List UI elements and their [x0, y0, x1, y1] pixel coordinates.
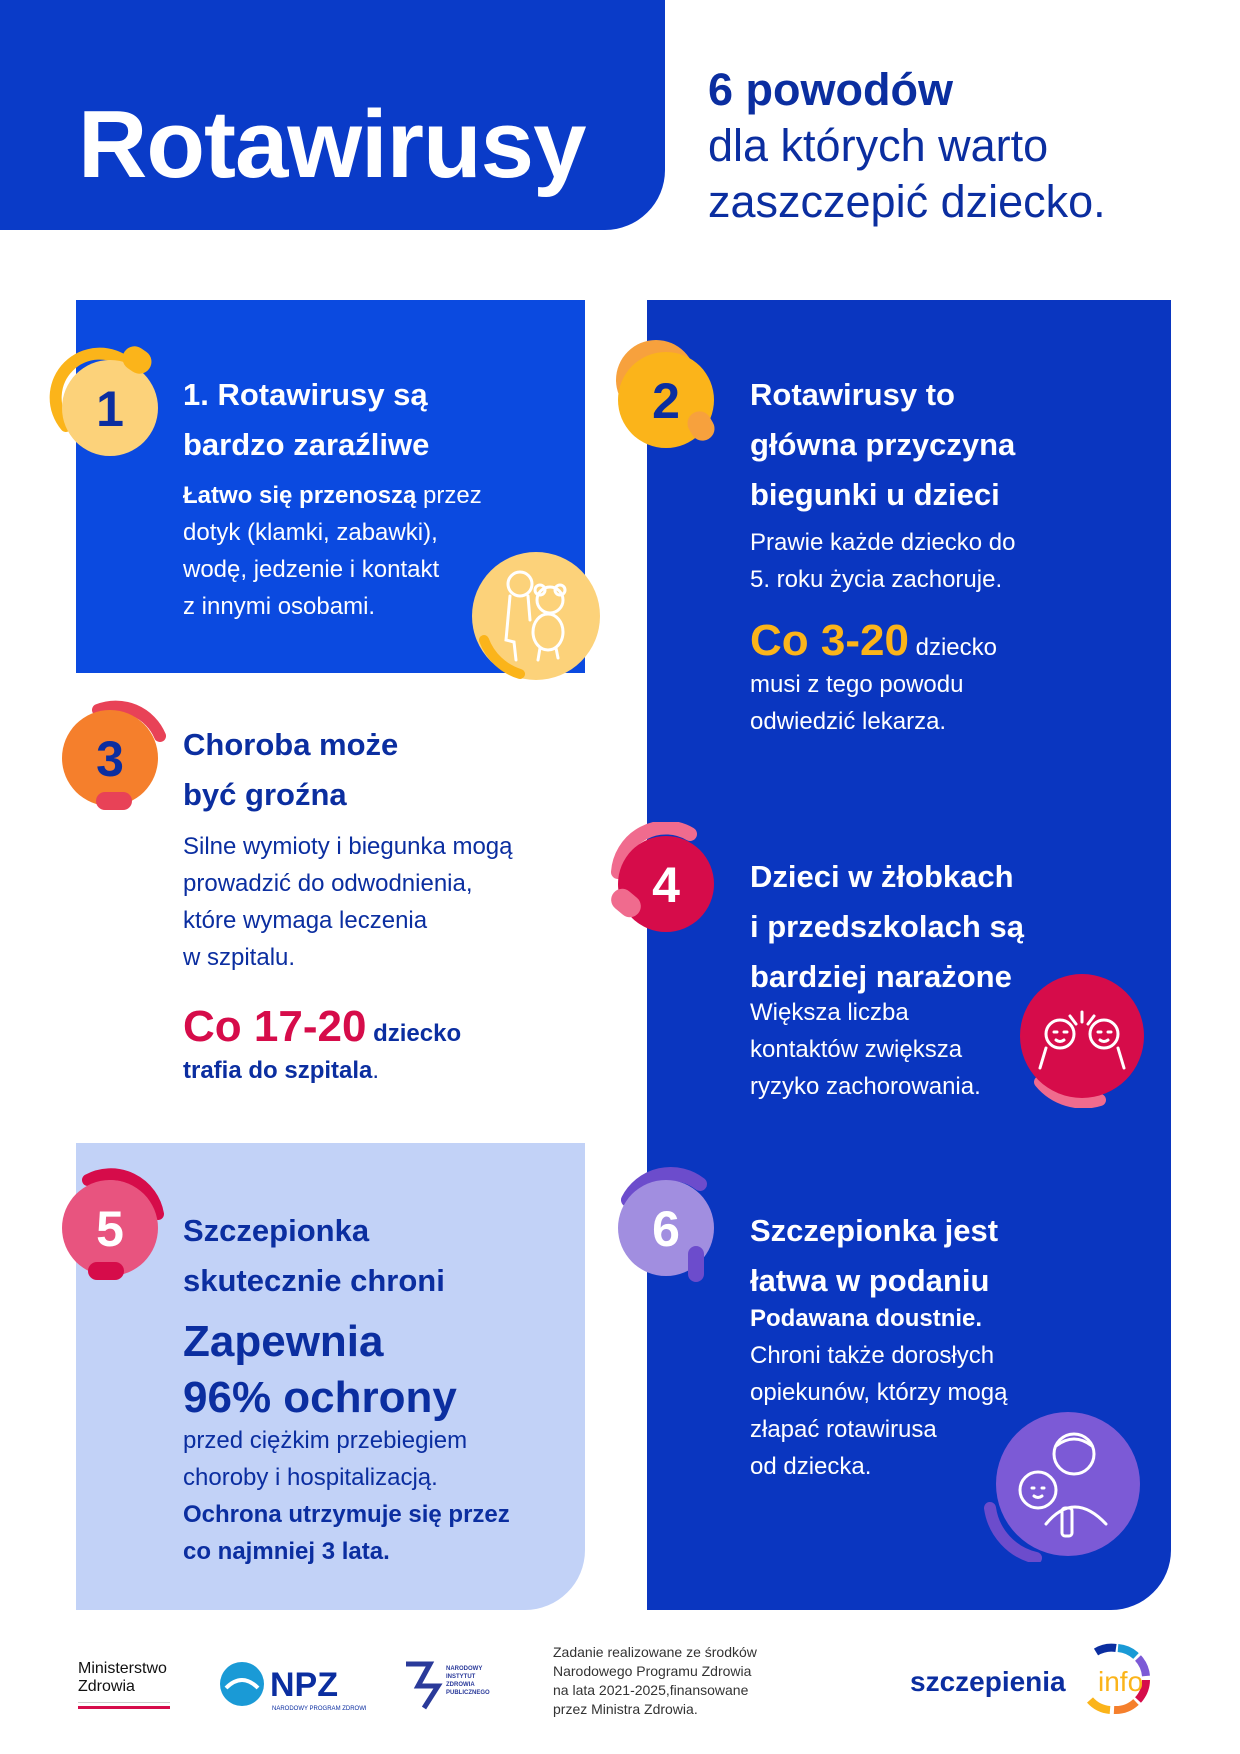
card-4-body [750, 994, 981, 1105]
funding-note [553, 1643, 813, 1719]
card-4-body-line-3: ryzyko zachorowania. [750, 1073, 981, 1100]
badge-4-number: 4 [652, 857, 680, 913]
card-3-title-line-2: być groźna [183, 777, 347, 812]
ministry-flag-stripe [78, 1702, 170, 1709]
card-5-body-line-2: choroby i hospitalizacją. [183, 1464, 438, 1491]
card-4-title-line-1: Dzieci w żłobkach [750, 859, 1014, 894]
number-badge-3 [48, 696, 156, 804]
card-6-title-line-1: Szczepionka jest [750, 1213, 999, 1248]
card-1-body-line-1: przez [416, 482, 482, 509]
card-1-title [183, 370, 429, 470]
card-5-highlight [183, 1314, 457, 1426]
card-4-title-line-3: bardziej narażone [750, 959, 1012, 994]
card-6-body-bold: Podawana doustnie. [750, 1305, 983, 1332]
page-subtitle [708, 62, 1106, 230]
card-3-stat-rest: dziecko [366, 1020, 462, 1047]
card-2-title-line-2: główna przyczyna [750, 427, 1016, 462]
card-5-body-line-3: Ochrona utrzymuje się przez [183, 1501, 510, 1528]
card-3-stat-line-2: trafia do szpitala [183, 1057, 373, 1084]
number-badge-6 [604, 1166, 712, 1274]
nizp-line-2: INSTYTUT [446, 1674, 476, 1680]
card-5-highlight-line-1: Zapewnia [183, 1317, 384, 1366]
funding-line-3: na lata 2021-2025,finansowane [553, 1682, 749, 1698]
card-2-title [750, 370, 1015, 520]
children-playing-icon [1010, 972, 1146, 1113]
card-3-body-line-1: Silne wymioty i biegunka mogą [183, 833, 513, 860]
funding-line-1: Zadanie realizowane ze środków [553, 1644, 757, 1660]
nizp-line-1: NARODOWY [446, 1666, 483, 1672]
parent-and-baby-icon [982, 1412, 1142, 1567]
nizp-line-3: ZDROWIA [446, 1682, 475, 1688]
card-4-title [750, 852, 1024, 1002]
ministry-line-2: Zdrowia [78, 1678, 135, 1695]
npz-logo [216, 1660, 366, 1721]
nizp-line-4: PUBLICZNEGO [446, 1690, 490, 1696]
badge-6-number: 6 [652, 1201, 680, 1257]
card-2-title-line-1: Rotawirusy to [750, 377, 955, 412]
card-4-body-line-1: Większa liczba [750, 999, 909, 1026]
subtitle-line-3: zaszczepić dziecko. [708, 176, 1106, 227]
ministry-line-1: Ministerstwo [78, 1660, 167, 1677]
child-with-teddy-icon [470, 550, 604, 685]
card-2-stat-line-3: odwiedzić lekarza. [750, 708, 947, 735]
badge-3-number: 3 [96, 731, 124, 787]
card-1-body [183, 477, 482, 625]
card-3-stat [183, 1002, 462, 1089]
card-2-stat-line-2: musi z tego powodu [750, 671, 964, 698]
card-2-body-line-2: 5. roku życia zachoruje. [750, 566, 1003, 593]
card-2-stat-number: Co 3-20 [750, 616, 909, 665]
card-3-body-line-2: prowadzić do odwodnienia, [183, 870, 473, 897]
npz-logo-text: NPZ [270, 1666, 338, 1704]
card-6-body [750, 1300, 1007, 1485]
nizp-logo [402, 1658, 512, 1719]
card-2-stat-rest: dziecko [908, 634, 997, 661]
number-badge-2 [604, 338, 712, 446]
card-1-body-line-2: dotyk (klamki, zabawki), [183, 519, 438, 546]
page-title: Rotawirusy [78, 91, 586, 198]
card-4-title-line-2: i przedszkolach są [750, 909, 1024, 944]
badge-5-number: 5 [96, 1201, 124, 1257]
subtitle-line-1: 6 powodów [708, 64, 953, 115]
card-6-body-line-2: Chroni także dorosłych [750, 1342, 995, 1369]
card-1-body-bold: Łatwo się przenoszą [183, 482, 417, 509]
subtitle-line-2: dla których warto [708, 120, 1049, 171]
number-badge-4 [604, 822, 712, 930]
card-3-stat-number: Co 17-20 [183, 1002, 367, 1051]
number-badge-1 [48, 346, 156, 454]
card-2-stat [750, 616, 997, 740]
card-2-body [750, 524, 1015, 598]
badge-1-number: 1 [96, 381, 124, 437]
card-3-stat-line-2-end: . [372, 1057, 380, 1084]
szczepienia-info-logo [910, 1640, 1180, 1720]
card-1-title-line-2: bardzo zaraźliwe [183, 427, 430, 462]
funding-line-4: przez Ministra Zdrowia. [553, 1701, 698, 1717]
badge-2-number: 2 [652, 373, 680, 429]
card-1-title-line-1: 1. Rotawirusy są [183, 377, 428, 412]
ministry-logo [78, 1660, 167, 1696]
card-3-body [183, 828, 513, 976]
funding-line-2: Narodowego Programu Zdrowia [553, 1663, 752, 1679]
card-5-title-line-2: skutecznie chroni [183, 1263, 445, 1298]
card-6-body-line-5: od dziecka. [750, 1453, 872, 1480]
brand-main-text: szczepienia [910, 1666, 1066, 1697]
card-2-body-line-1: Prawie każde dziecko do [750, 529, 1016, 556]
number-badge-5 [48, 1166, 156, 1274]
card-5-body-line-4: co najmniej 3 lata. [183, 1538, 390, 1565]
card-6-body-line-3: opiekunów, którzy mogą [750, 1379, 1008, 1406]
card-5-title-line-1: Szczepionka [183, 1213, 370, 1248]
card-5-title [183, 1206, 445, 1306]
card-3-title-line-1: Choroba może [183, 727, 399, 762]
card-3-title [183, 720, 398, 820]
card-6-title [750, 1206, 998, 1306]
card-1-body-line-3: wodę, jedzenie i kontakt [183, 556, 440, 583]
card-6-body-line-4: złapać rotawirusa [750, 1416, 937, 1443]
card-1-body-line-4: z innymi osobami. [183, 593, 376, 620]
card-5-highlight-line-2: 96% ochrony [183, 1373, 457, 1422]
card-6-title-line-2: łatwa w podaniu [750, 1263, 990, 1298]
card-3-body-line-3: które wymaga leczenia [183, 907, 428, 934]
npz-logo-subtext: NARODOWY PROGRAM ZDROWIA [272, 1706, 366, 1712]
card-5-body-line-1: przed ciężkim przebiegiem [183, 1427, 468, 1454]
card-4-body-line-2: kontaktów zwiększa [750, 1036, 963, 1063]
card-5-body [183, 1422, 510, 1570]
card-3-body-line-4: w szpitalu. [183, 944, 296, 971]
brand-suffix-text: info [1098, 1666, 1144, 1697]
card-2-title-line-3: biegunki u dzieci [750, 477, 1000, 512]
